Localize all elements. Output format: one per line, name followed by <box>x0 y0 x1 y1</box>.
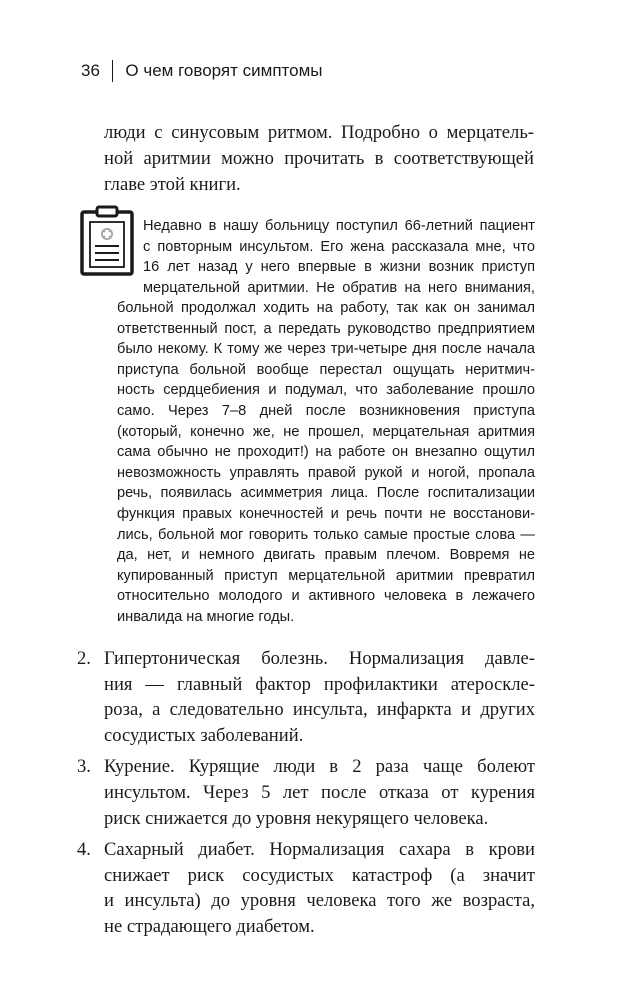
text-line: и инсульта) до уровня человека того же возраста, <box>104 890 535 912</box>
text-line: да, нет, и немного двигать правым плечом. Вовремя не <box>117 547 535 564</box>
text-line: Гипертоническая болезнь. Нормализация давле- <box>104 648 535 669</box>
text-line: Курение. Курящие люди в 2 раза чаще болеют <box>104 756 535 778</box>
text-line: снижает риск сосудистых катастроф (а значит <box>104 864 535 886</box>
case-story-bottom <box>117 298 535 628</box>
page-header <box>81 58 323 84</box>
text-line: ответственный пост, а передать руководство предприятием <box>117 320 535 337</box>
text-line: Сахарный диабет. Нормализация сахара в крови <box>104 839 535 861</box>
list-item <box>75 646 535 748</box>
list-item-number: 3. <box>77 756 91 778</box>
clipboard-icon <box>79 204 135 276</box>
text-line: Недавно в нашу больницу поступил 66-летний пациент <box>143 218 535 234</box>
risk-factor-list <box>75 646 535 946</box>
text-line: (который, конечно же, не прошел, мерцательная аритмия <box>117 423 535 440</box>
list-item-number: 4. <box>77 839 91 861</box>
text-line: ность сердцебиения и подумал, что заболевание прошло <box>117 382 535 399</box>
text-line: мерцательной аритмии. Не обратив на него внимания, <box>143 279 535 296</box>
text-line: приступа больной вообще перестал ощущать неритмич- <box>117 361 535 378</box>
text-line: купированный приступ мерцательной аритмии превратил <box>117 567 535 584</box>
running-title: О чем говорят симптомы <box>125 61 323 80</box>
text-line: лись, больной мог говорить только самые простые слова — <box>117 526 535 543</box>
text-line: речь, появилась асимметрия лица. После госпитализации <box>117 485 535 502</box>
text-line: само. Через 7–8 дней после возникновения приступа <box>117 402 535 419</box>
text-line: люди с синусовым ритмом. Подробно о мерцатель- <box>104 122 534 143</box>
text-line: функция правых конечностей и речь почти не восстанови- <box>117 505 535 522</box>
text-line: 16 лет назад у него впервые в жизни возник приступ <box>143 259 535 276</box>
text-line: главе этой книги. <box>104 174 241 195</box>
text-line: инсультом. Через 5 лет после отказа от курения <box>104 781 535 803</box>
text-line: было некому. К тому же через три-четыре дня после начала <box>117 341 535 358</box>
text-line: с повторным инсультом. Его жена рассказала мне, что <box>143 238 535 255</box>
list-item <box>75 754 535 831</box>
intro-paragraph <box>104 120 534 198</box>
text-line: ния — главный фактор профилактики атероскле- <box>104 673 535 695</box>
text-line: больной продолжал ходить на работу, так как он занимал <box>117 300 535 316</box>
text-line: невозможность управлять правой рукой и ногой, пропала <box>117 464 535 481</box>
text-line: роза, а следовательно инсульта, инфаркта и других <box>104 699 535 721</box>
text-line: инвалида на многие годы. <box>117 608 295 625</box>
list-item-number: 2. <box>77 648 91 669</box>
case-story-top <box>143 216 535 298</box>
list-item <box>75 837 535 939</box>
page-number: 36 <box>81 61 100 80</box>
text-line: сосудистых заболеваний. <box>104 724 304 746</box>
text-line: сама обычно не проходит!) на работе он внезапно ощутил <box>117 444 535 461</box>
text-line: относительно молодого и активного человека в лежачего <box>117 588 535 605</box>
text-line: риск снижается до уровня некурящего человека. <box>104 807 489 829</box>
text-line: не страдающего диабетом. <box>104 915 315 937</box>
text-line: ной аритмии можно прочитать в соответствующей <box>104 148 534 169</box>
